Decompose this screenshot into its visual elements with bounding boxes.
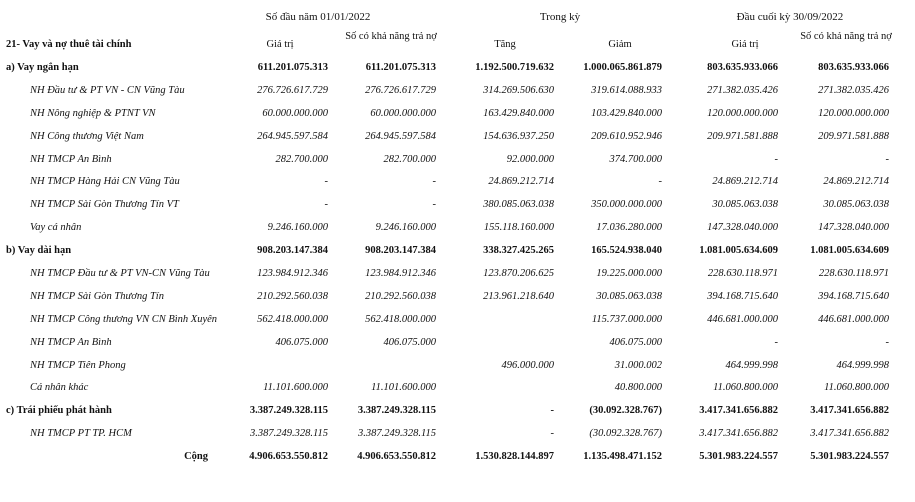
row-pad (889, 125, 915, 148)
cell-v2: - (432, 199, 436, 211)
cell-v3: 163.429.840.000 (483, 107, 554, 119)
cell-v4: (30.092.328.767) (589, 405, 662, 417)
cell-v6: 3.417.341.656.882 (810, 428, 889, 440)
cell-v1: 264.945.597.584 (257, 130, 328, 142)
row-label: NH TMCP PT TP. HCM (30, 428, 132, 440)
row-pad (889, 422, 915, 445)
row-label: a) Vay ngắn hạn (6, 61, 79, 73)
cell-v6: 209.971.581.888 (818, 130, 889, 142)
cell-v1: 11.101.600.000 (263, 382, 328, 394)
cell-v5: 464.999.998 (725, 359, 778, 371)
cell-v6: 228.630.118.971 (818, 267, 889, 279)
table-row (0, 193, 915, 216)
row-pad (889, 170, 915, 193)
cell-v1: 123.984.912.346 (257, 267, 328, 279)
cell-v3: 155.118.160.000 (483, 222, 554, 234)
cell-v2: 406.075.000 (383, 336, 436, 348)
cell-v2: 4.906.653.550.812 (357, 451, 436, 463)
row-pad (889, 102, 915, 125)
cell-v5: 3.417.341.656.882 (699, 405, 778, 417)
table-row (0, 262, 915, 285)
table-row (0, 285, 915, 308)
cell-v6: 3.417.341.656.882 (810, 405, 889, 417)
cell-v6: 446.681.000.000 (818, 313, 889, 325)
row-label: NH TMCP Sài Gòn Thương Tín (30, 290, 164, 302)
cell-v3: 154.636.937.250 (483, 130, 554, 142)
cell-v3 (436, 331, 554, 354)
cell-v5: 394.168.715.640 (707, 290, 778, 302)
cell-v4: 30.085.063.038 (596, 290, 662, 302)
cell-v5: - (774, 153, 778, 165)
cell-v1: 3.387.249.328.115 (249, 405, 328, 417)
cell-v4: 209.610.952.946 (591, 130, 662, 142)
cell-v3: 380.085.063.038 (483, 199, 554, 211)
cell-v1: 4.906.653.550.812 (249, 451, 328, 463)
cell-v1: 908.203.147.384 (257, 245, 328, 257)
cell-v2: - (432, 176, 436, 188)
cell-v4: 1.000.065.861.879 (583, 61, 662, 73)
row-pad (889, 399, 915, 422)
col-header-repayable: Số có khả năng trả nợ (345, 31, 437, 42)
cell-v3: 496.000.000 (501, 359, 554, 371)
cell-v6: 30.085.063.038 (823, 199, 889, 211)
cell-v6: - (885, 153, 889, 165)
loans-table (0, 56, 915, 468)
cell-v3: 1.192.500.719.632 (475, 61, 554, 73)
cell-v4: 31.000.002 (614, 359, 662, 371)
row-label: NH TMCP Công thương VN CN Bình Xuyên (30, 313, 218, 325)
cell-v6: 464.999.998 (836, 359, 889, 371)
cell-v2: 562.418.000.000 (365, 313, 436, 325)
table-row (0, 239, 915, 262)
col-header-increase: Tăng (494, 39, 516, 50)
header-closing-balance: Đầu cuối kỳ 30/09/2022 (736, 11, 844, 23)
cell-v2: 60.000.000.000 (370, 107, 436, 119)
cell-v6: 11.060.800.000 (824, 382, 889, 394)
row-pad (889, 216, 915, 239)
cell-v4: 406.075.000 (609, 336, 662, 348)
cell-v5: - (774, 336, 778, 348)
row-label: NH TMCP Tiên Phong (30, 359, 126, 371)
section-title: 21- Vay và nợ thuê tài chính (6, 39, 132, 50)
cell-v1: 282.700.000 (275, 153, 328, 165)
cell-v1: 611.201.075.313 (257, 61, 328, 73)
header-in-period: Trong kỳ (539, 11, 581, 23)
table-row (0, 170, 915, 193)
cell-v3: 314.269.506.630 (483, 84, 554, 96)
cell-v5: 3.417.341.656.882 (699, 428, 778, 440)
cell-v3: - (550, 405, 554, 417)
row-pad (889, 354, 915, 377)
row-label: Cộng (184, 451, 208, 463)
cell-v3: 123.870.206.625 (483, 267, 554, 279)
row-label: NH TMCP Đầu tư & PT VN-CN Vũng Tàu (30, 267, 210, 279)
cell-v2: 908.203.147.384 (365, 245, 436, 257)
row-pad (889, 239, 915, 262)
cell-v4: 17.036.280.000 (596, 222, 662, 234)
cell-v5: 803.635.933.066 (707, 61, 778, 73)
cell-v5: 209.971.581.888 (707, 130, 778, 142)
cell-v5: 446.681.000.000 (707, 313, 778, 325)
cell-v5: 5.301.983.224.557 (699, 451, 778, 463)
cell-v2: 3.387.249.328.115 (358, 428, 436, 440)
row-label: c) Trái phiếu phát hành (6, 405, 112, 417)
cell-v6: 271.382.035.426 (818, 84, 889, 96)
cell-v6: 24.869.212.714 (823, 176, 889, 188)
cell-v3: 213.961.218.640 (483, 290, 554, 302)
cell-v3 (436, 376, 554, 399)
cell-v2: 9.246.160.000 (375, 222, 436, 234)
row-label: NH Công thương Việt Nam (30, 130, 144, 142)
cell-v1: 562.418.000.000 (257, 313, 328, 325)
cell-v3: 24.869.212.714 (488, 176, 554, 188)
row-label: NH TMCP An Bình (30, 153, 112, 165)
cell-v5: 24.869.212.714 (712, 176, 778, 188)
cell-v4: 350.000.000.000 (591, 199, 662, 211)
cell-v1: 276.726.617.729 (257, 84, 328, 96)
cell-v3: - (550, 428, 554, 440)
row-label: Vay cá nhân (30, 222, 82, 234)
row-pad (889, 262, 915, 285)
row-label: NH TMCP An Bình (30, 336, 112, 348)
cell-v4: 40.800.000 (614, 382, 662, 394)
row-label: NH TMCP Hàng Hải CN Vũng Tàu (30, 176, 180, 188)
table-row (0, 422, 915, 445)
cell-v4: 165.524.938.040 (591, 245, 662, 257)
cell-v4: 19.225.000.000 (596, 267, 662, 279)
cell-v4: 374.700.000 (609, 153, 662, 165)
row-label: NH Đầu tư & PT VN - CN Vũng Tàu (30, 84, 185, 96)
table-row (0, 56, 915, 79)
table-row (0, 148, 915, 171)
cell-v5: 1.081.005.634.609 (699, 245, 778, 257)
row-pad (889, 56, 915, 79)
row-pad (889, 308, 915, 331)
cell-v5: 147.328.040.000 (707, 222, 778, 234)
row-pad (889, 148, 915, 171)
cell-v3: 338.327.425.265 (483, 245, 554, 257)
row-label: b) Vay dài hạn (6, 245, 72, 257)
cell-v1: 9.246.160.000 (267, 222, 328, 234)
cell-v1: 210.292.560.038 (257, 290, 328, 302)
table-row (0, 376, 915, 399)
cell-v2: 264.945.597.584 (365, 130, 436, 142)
cell-v2: 3.387.249.328.115 (357, 405, 436, 417)
cell-v1: - (324, 199, 328, 211)
cell-v4: 115.737.000.000 (591, 313, 662, 325)
cell-v1 (218, 354, 328, 377)
cell-v2 (328, 354, 436, 377)
row-pad (889, 445, 915, 468)
cell-v6: 1.081.005.634.609 (810, 245, 889, 257)
cell-v3: 1.530.828.144.897 (475, 451, 554, 463)
cell-v4: 319.614.088.933 (591, 84, 662, 96)
row-pad (889, 193, 915, 216)
table-row (0, 308, 915, 331)
cell-v6: 5.301.983.224.557 (810, 451, 889, 463)
cell-v4: (30.092.328.767) (589, 428, 662, 440)
cell-v1: 406.075.000 (275, 336, 328, 348)
cell-v1: 3.387.249.328.115 (250, 428, 328, 440)
table-row (0, 102, 915, 125)
cell-v5: 271.382.035.426 (707, 84, 778, 96)
cell-v6: 394.168.715.640 (818, 290, 889, 302)
cell-v6: 147.328.040.000 (818, 222, 889, 234)
cell-v1: - (324, 176, 328, 188)
row-label: NH Nông nghiệp & PTNT VN (30, 107, 156, 119)
row-label: NH TMCP Sài Gòn Thương Tín VT (30, 199, 179, 211)
row-pad (889, 79, 915, 102)
row-pad (889, 331, 915, 354)
col-header-value: Giá trị (266, 39, 294, 50)
col-header-repayable-end: Số có khả năng trả nợ (800, 31, 892, 42)
cell-v2: 11.101.600.000 (371, 382, 436, 394)
table-row (0, 125, 915, 148)
cell-v3: 92.000.000 (506, 153, 554, 165)
cell-v5: 228.630.118.971 (707, 267, 778, 279)
cell-v4: 103.429.840.000 (591, 107, 662, 119)
cell-v1: 60.000.000.000 (262, 107, 328, 119)
row-pad (889, 376, 915, 399)
col-header-decrease: Giảm (608, 39, 632, 50)
cell-v6: 803.635.933.066 (818, 61, 889, 73)
row-label: Cá nhân khác (30, 382, 89, 394)
table-row (0, 216, 915, 239)
cell-v3 (436, 308, 554, 331)
cell-v2: 276.726.617.729 (365, 84, 436, 96)
cell-v4: 1.135.498.471.152 (583, 451, 662, 463)
table-row (0, 331, 915, 354)
table-row (0, 354, 915, 377)
cell-v2: 123.984.912.346 (365, 267, 436, 279)
cell-v5: 120.000.000.000 (707, 107, 778, 119)
cell-v6: 120.000.000.000 (818, 107, 889, 119)
cell-v5: 30.085.063.038 (712, 199, 778, 211)
cell-v5: 11.060.800.000 (713, 382, 778, 394)
col-header-value-end: Giá trị (731, 39, 759, 50)
row-pad (889, 285, 915, 308)
cell-v2: 210.292.560.038 (365, 290, 436, 302)
cell-v2: 282.700.000 (383, 153, 436, 165)
table-row (0, 399, 915, 422)
cell-v6: - (885, 336, 889, 348)
table-row (0, 79, 915, 102)
cell-v2: 611.201.075.313 (365, 61, 436, 73)
table-row (0, 445, 915, 468)
header-opening-balance: Số đầu năm 01/01/2022 (265, 11, 371, 23)
cell-v4: - (658, 176, 662, 188)
